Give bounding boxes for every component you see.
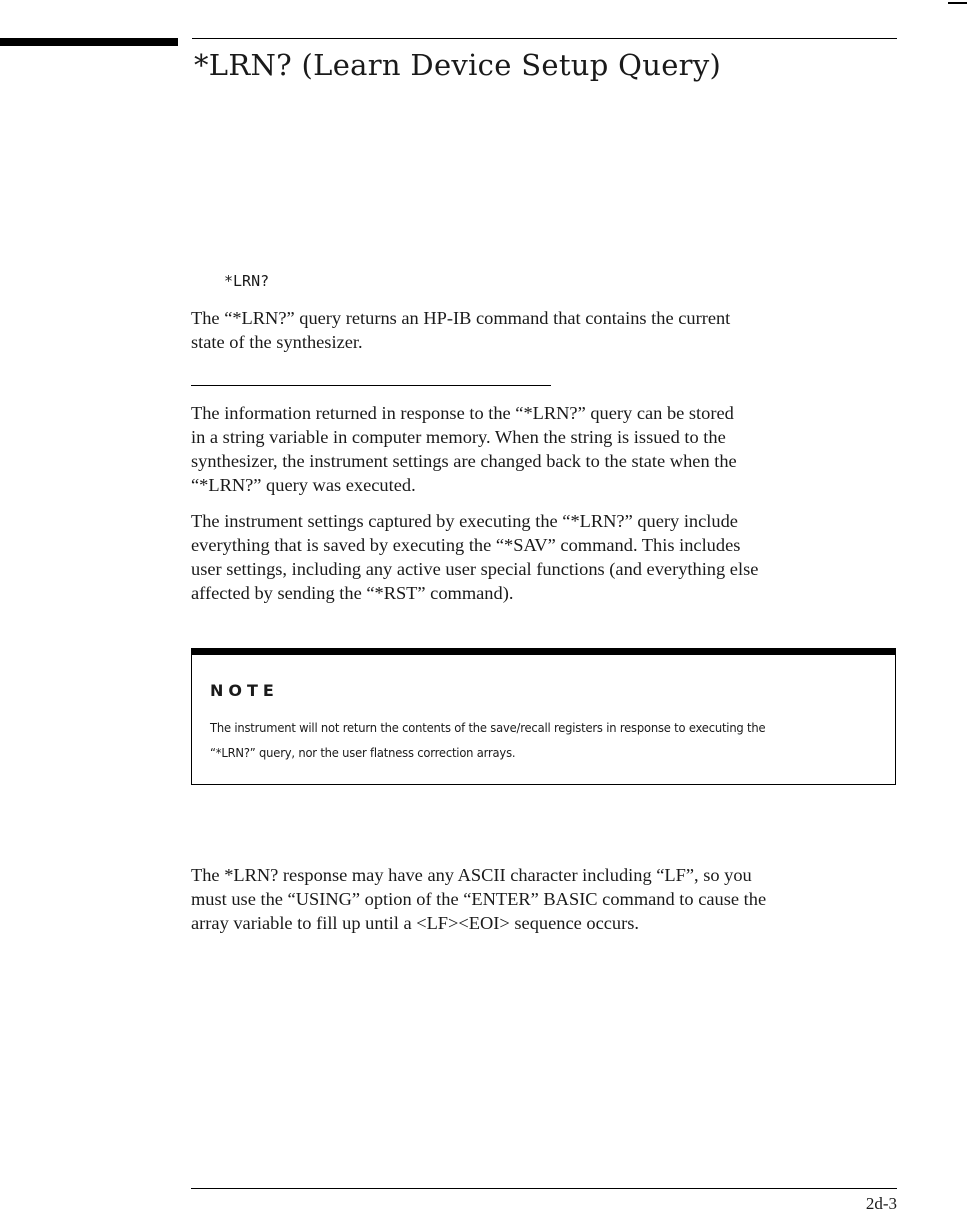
description-line: state of the synthesizer. <box>191 332 363 352</box>
description-line: The “*LRN?” query returns an HP-IB command that contains the current <box>191 308 731 328</box>
details-paragraph-1 <box>191 401 737 497</box>
programming-note-paragraph <box>191 863 766 935</box>
programming-line: The *LRN? response may have any ASCII character including “LF”, so you <box>191 865 752 885</box>
section-divider <box>191 385 551 386</box>
note-line: The instrument will not return the contents of the save/recall registers in response to executing the <box>210 720 766 735</box>
footer-rule <box>191 1188 897 1189</box>
page-title: *LRN? (Learn Device Setup Query) <box>194 48 722 82</box>
details-line: affected by sending the “*RST” command). <box>191 583 514 603</box>
details-line: everything that is saved by executing the “*SAV” command. This includes <box>191 535 741 555</box>
header-rule <box>192 38 897 39</box>
page-number: 2d-3 <box>865 1194 897 1213</box>
details-line: The instrument settings captured by executing the “*LRN?” query include <box>191 511 738 531</box>
note-text <box>210 715 765 765</box>
programming-line: array variable to fill up until a <LF><EOI> sequence occurs. <box>191 913 639 933</box>
description-paragraph <box>191 306 730 354</box>
details-line: in a string variable in computer memory. When the string is issued to the <box>191 427 726 447</box>
command-syntax: *LRN? <box>224 272 270 290</box>
note-box <box>191 648 896 785</box>
programming-line: must use the “USING” option of the “ENTER” BASIC command to cause the <box>191 889 767 909</box>
note-label: NOTE <box>210 681 279 700</box>
corner-mark <box>948 2 967 4</box>
details-line: The information returned in response to the “*LRN?” query can be stored <box>191 403 734 423</box>
details-line: synthesizer, the instrument settings are changed back to the state when the <box>191 451 737 471</box>
details-paragraph-2 <box>191 509 758 605</box>
section-bar <box>0 38 178 46</box>
note-line: “*LRN?” query, nor the user flatness correction arrays. <box>210 745 516 760</box>
details-line: “*LRN?” query was executed. <box>191 475 416 495</box>
details-line: user settings, including any active user special functions (and everything else <box>191 559 759 579</box>
